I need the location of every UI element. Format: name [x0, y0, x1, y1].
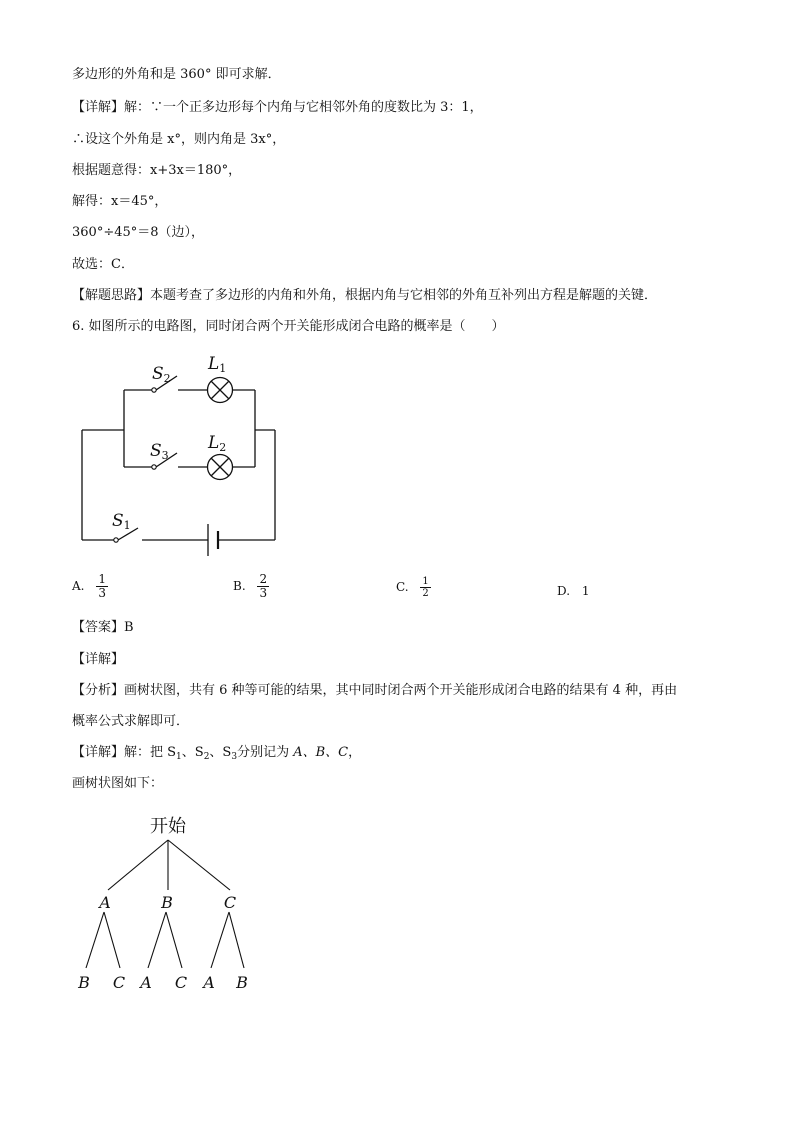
tree-node-b: B	[161, 893, 173, 912]
text-line-8: 【解题思路】本题考查了多边形的内角和外角，根据内角与它相邻的外角互补列出方程是解题的关键．	[72, 288, 658, 303]
tree-leaf: B	[236, 973, 248, 992]
detail-line: 【详解】解：把 $S_1$、$S_2$、$S_3$分别记为 A、B、C，	[72, 745, 362, 762]
question-6: 6. 如图所示的电路图，同时闭合两个开关能形成闭合电路的概率是（ ）	[72, 319, 505, 334]
label-l2: L2	[208, 433, 227, 454]
analysis-line-1: 【分析】画树状图，共有 6 种等可能的结果，其中同时闭合两个开关能形成闭合电路的结果有 4 种，再由	[72, 683, 678, 698]
text-line-1: 多边形的外角和是 360° 即可求解．	[72, 67, 281, 82]
option-a[interactable]: A. $\frac{1}{3}$	[72, 572, 106, 600]
text-line-3: ∴设这个外角是 x°，则内角是 3x°，	[72, 132, 286, 147]
tree-diagram	[70, 808, 270, 998]
fraction-b: $\frac{2}{3}$	[259, 572, 268, 600]
answer-line: 【答案】B	[72, 620, 134, 635]
text-line-5: 解得：x＝45°，	[72, 194, 168, 209]
label-l1: L1	[208, 354, 227, 375]
tree-root: 开始	[150, 816, 186, 837]
analysis-line-2: 概率公式求解即可．	[72, 714, 190, 729]
fraction-a: $\frac{1}{3}$	[98, 572, 106, 600]
option-c[interactable]: C. $\frac{1}{2}$	[396, 576, 429, 599]
tree-leaf: C	[112, 973, 126, 992]
circuit-diagram	[70, 348, 290, 563]
label-s2: S2	[152, 364, 171, 385]
label-s3: S3	[150, 441, 169, 462]
option-d[interactable]: D. 1	[557, 584, 590, 598]
tree-leaf: A	[140, 973, 152, 992]
tree-leaf: C	[174, 973, 188, 992]
detail-heading: 【详解】	[72, 652, 125, 667]
tree-node-a: A	[99, 893, 111, 912]
tree-leaf: B	[78, 973, 90, 992]
text-line-6: 360°÷45°＝8（边），	[72, 225, 205, 240]
option-b[interactable]: B. $\frac{2}{3}$	[233, 572, 268, 600]
label-s1: S1	[112, 511, 131, 532]
text-line-7: 故选：C．	[72, 257, 134, 272]
text-line-4: 根据题意得：x+3x＝180°，	[72, 163, 242, 178]
tree-intro: 画树状图如下：	[72, 776, 164, 791]
tree-node-c: C	[223, 893, 237, 912]
tree-leaf: A	[203, 973, 215, 992]
text-line-2: 【详解】解：∵一个正多边形每个内角与它相邻外角的度数比为 3：1，	[72, 100, 483, 115]
fraction-c: $\frac{1}{2}$	[422, 576, 429, 599]
